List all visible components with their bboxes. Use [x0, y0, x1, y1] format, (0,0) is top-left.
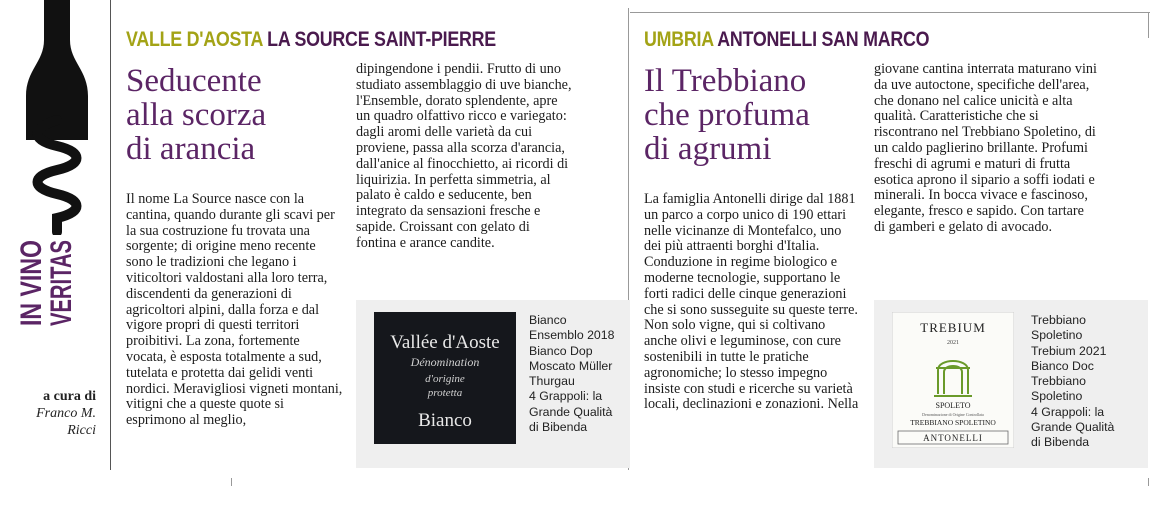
- label-text: SPOLETO: [935, 401, 971, 410]
- wine-label-image: [374, 312, 516, 444]
- article-body-col-2: dipingendone i pendii. Frutto di uno studiato assemblaggio di uve bianche, l'Ensemble, dorato splendente, apre un quadro olfattivo ricco e variegato: dagli aromi delle varietà da cui proviene, passa alla scorza d'arancia, dall'anice al finocchietto, ai ricordi di liquirizia. In perfetta simmetria, al palato è caldo e seducente, ben integrato da sensazioni fresche e sapide. Croissant con gelato di fontina e arance candite.: [356, 61, 572, 251]
- top-rule: [630, 12, 1150, 13]
- side-rail: [0, 0, 110, 513]
- curator-name-line-2: Ricci: [67, 423, 96, 438]
- label-text: Bianco: [418, 410, 472, 431]
- label-text: protetta: [427, 387, 463, 399]
- crop-mark: [1148, 478, 1149, 486]
- label-text: ANTONELLI: [923, 433, 983, 443]
- wine-card: [356, 300, 630, 468]
- label-text: Vallée d'Aoste: [390, 332, 500, 353]
- curator-credit: [0, 388, 96, 439]
- column-brand: [6, 238, 96, 328]
- label-text: TREBIUM: [920, 320, 986, 335]
- top-rule-corner: [1148, 12, 1149, 38]
- wine-card: [874, 300, 1148, 468]
- label-text: TREBBIANO SPOLETINO: [910, 418, 996, 427]
- headline-line: Il Trebbiano: [644, 63, 807, 99]
- article-kicker: [126, 28, 496, 52]
- wine-info: Bianco Ensemblo 2018 Bianco Dop Moscato Müller Thurgau 4 Grappoli: la Grande Qualità di Bibenda: [529, 313, 615, 435]
- headline-line: di agrumi: [644, 131, 772, 167]
- headline-line: Seducente: [126, 63, 262, 99]
- article-body-col-2: giovane cantina interrata maturano vini da uve autoctone, specifiche dell'area, che donano nel calice unicità e alta qualità. Caratteristiche che si riscontrano nel Trebbiano Spoletino, di un caldo paglierino brillante. Profumi freschi di agrumi e maturi di frutta esotica aprono il sipario a soffi iodati e minerali. In bocca vivace e fascinoso, elegante, fresco e sapido. Con tartare di gamberi e gelato di avocado.: [874, 61, 1097, 235]
- article-body-col-1: La famiglia Antonelli dirige dal 1881 un parco a corpo unico di 190 ettari nelle vicinanze di Montefalco, uno dei più attraenti borghi d'Italia. Conduzione in regime biologico e moderne tecnologie, supportano le forti radici delle cinque generazioni che si sono susseguite su queste terre. Non solo vigne, qui si coltivano anche olivi e leguminose, con cure sostenibili in tutte le pratiche agronomiche; lo stesso impegno insiste con studi e ricerche su varietà locali, declinazioni e zonazioni. Nella: [644, 191, 859, 413]
- wine-info: Trebbiano Spoletino Trebium 2021 Bianco Doc Trebbiano Spoletino 4 Grappoli: la Grande Qualità di Bibenda: [1031, 313, 1115, 450]
- article-producer: ANTONELLI SAN MARCO: [717, 28, 930, 51]
- article-kicker: [644, 28, 929, 52]
- wine-bottle-corkscrew-icon: [26, 0, 88, 235]
- rail-divider: [110, 0, 111, 470]
- brand-wordmark: [6, 238, 96, 328]
- label-text: Denominazione di Origine Controllata: [922, 412, 984, 417]
- article-headline: [126, 64, 266, 166]
- label-text: Dénomination: [410, 355, 480, 369]
- crop-mark: [231, 478, 232, 486]
- curator-label: a cura di: [43, 389, 96, 404]
- article-body-col-1: Il nome La Source nasce con la cantina, quando durante gli scavi per la sua costruzione fu trovata una sorgente; di origine meno recente sono le tradizioni che legano i viticoltori valdostani alla loro terra, discendenti da generazioni di agricoltori alpini, dalla forza e dal vigore propri di questi territori proibitivi. La zona, fortemente vocata, è esposta totalmente a sud, tutelata e protetta dai gelidi venti nordici. Meravigliosi vigneti montani, vitigni che a queste quote si esprimono al meglio,: [126, 191, 343, 429]
- headline-line: che profuma: [644, 97, 810, 133]
- article-region: UMBRIA: [644, 28, 714, 51]
- brand-line-2: VERITAS: [45, 238, 78, 326]
- curator-name-line-1: Franco M.: [36, 406, 96, 421]
- label-text: 2021: [947, 340, 959, 346]
- label-text: d'origine: [425, 373, 465, 385]
- wine-label-image: [892, 312, 1014, 448]
- article-headline: [644, 64, 810, 166]
- headline-line: di arancia: [126, 131, 256, 167]
- headline-line: alla scorza: [126, 97, 267, 133]
- article-producer: LA SOURCE SAINT-PIERRE: [267, 28, 496, 51]
- brand-line-1: IN VINO: [15, 238, 48, 326]
- article-region: VALLE D'AOSTA: [126, 28, 263, 51]
